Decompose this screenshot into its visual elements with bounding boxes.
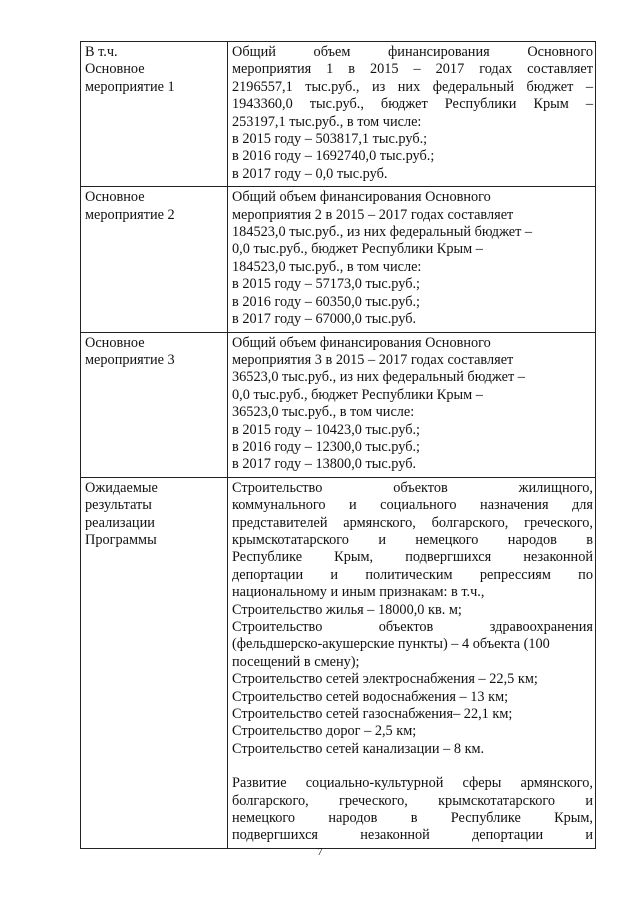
results-line: коммунального и социального назначения для: [232, 497, 593, 514]
results-label-line: Программы: [85, 531, 157, 548]
results-line: Строительство объектов жилищного,: [232, 479, 593, 496]
results-line: Строительство жилья – 18000,0 кв. м;: [232, 601, 462, 618]
results-line: (фельдшерско-акушерские пункты) – 4 объекта (100: [232, 636, 550, 653]
program-table-body: [81, 42, 596, 849]
results-line: депортации и политическим репрессиям по: [232, 566, 593, 583]
table-row: [81, 187, 596, 332]
results-line: немецкого народов в Республике Крым,: [232, 810, 593, 827]
row-value-line: в 2016 году – 12300,0 тыс.руб.;: [232, 438, 421, 455]
results-line: представителей армянского, болгарского, греческого,: [232, 514, 593, 531]
row-value-line: мероприятия 1 в 2015 – 2017 годах составляет: [232, 61, 593, 78]
row-value-cell: [228, 187, 596, 332]
row-value-cell: [228, 42, 596, 187]
row-value-line: 184523,0 тыс.руб., в том числе:: [232, 258, 422, 275]
results-line: Строительство сетей электроснабжения – 22,5 км;: [232, 671, 538, 688]
row-value-line: в 2015 году – 10423,0 тыс.руб.;: [232, 421, 421, 438]
row-value-line: 36523,0 тыс.руб., в том числе:: [232, 404, 415, 421]
row-label-line: мероприятие 2: [85, 206, 175, 223]
program-table: [80, 41, 596, 849]
paragraph-gap: [232, 758, 593, 775]
row-value-line: в 2017 году – 0,0 тыс.руб.: [232, 165, 388, 182]
results-line: крымскотатарского и немецкого народов в: [232, 531, 593, 548]
table-row: [81, 477, 596, 848]
row-value-cell: [228, 332, 596, 477]
row-label-cell: [81, 42, 228, 187]
results-line: Развитие социально-культурной сферы армянского,: [232, 775, 593, 792]
row-value-line: в 2015 году – 57173,0 тыс.руб.;: [232, 276, 421, 293]
row-label-cell: [81, 332, 228, 477]
row-value-line: 253197,1 тыс.руб., в том числе:: [232, 113, 422, 130]
row-label-line: мероприятие 3: [85, 351, 175, 368]
results-line: Строительство сетей водоснабжения – 13 км;: [232, 688, 509, 705]
results-line: Республике Крым, подвергшихся незаконной: [232, 549, 593, 566]
row-label-line: Основное: [85, 334, 145, 351]
row-label-cell: [81, 187, 228, 332]
results-line: Строительство сетей газоснабжения– 22,1 км;: [232, 706, 513, 723]
row-value-line: в 2016 году – 1692740,0 тыс.руб.;: [232, 148, 435, 165]
row-value-line: Общий объем финансирования Основного: [232, 334, 491, 351]
row-value-line: 0,0 тыс.руб., бюджет Республики Крым –: [232, 241, 483, 258]
results-label-cell: [81, 477, 228, 848]
results-line: Строительство объектов здравоохранения: [232, 619, 593, 635]
results-label-line: Ожидаемые: [85, 479, 158, 496]
row-label-line: мероприятие 1: [85, 78, 175, 95]
results-line: болгарского, греческого, крымскотатарского и: [232, 792, 593, 809]
row-value-line: в 2015 году – 503817,1 тыс.руб.;: [232, 131, 428, 148]
results-line: подвергшихся незаконной депортации и: [232, 827, 593, 844]
row-value-line: в 2017 году – 67000,0 тыс.руб.: [232, 311, 417, 328]
results-line: посещений в смену);: [232, 653, 360, 670]
results-line: национальному и иным признакам: в т.ч.,: [232, 584, 485, 601]
row-value-line: мероприятия 3 в 2015 – 2017 годах составляет: [232, 351, 514, 368]
row-label-line: Основное: [85, 61, 145, 78]
row-value-line: 0,0 тыс.руб., бюджет Республики Крым –: [232, 386, 483, 403]
row-value-line: 1943360,0 тыс.руб., бюджет Республики Крым –: [232, 96, 593, 113]
row-value-line: Общий объем финансирования Основного: [232, 44, 593, 60]
table-row: [81, 332, 596, 477]
results-line: Строительство сетей канализации – 8 км.: [232, 740, 485, 757]
row-value-line: Общий объем финансирования Основного: [232, 189, 491, 206]
row-value-line: в 2017 году – 13800,0 тыс.руб.: [232, 456, 417, 473]
results-value-cell: [228, 477, 596, 848]
row-label-line: Основное: [85, 189, 145, 206]
row-value-line: в 2016 году – 60350,0 тыс.руб.;: [232, 293, 421, 310]
results-label-line: реализации: [85, 514, 155, 531]
table-row: [81, 42, 596, 187]
page-number: 7: [317, 846, 323, 858]
row-label-line: В т.ч.: [85, 44, 118, 60]
row-value-line: 36523,0 тыс.руб., из них федеральный бюджет –: [232, 369, 525, 386]
results-line: Строительство дорог – 2,5 км;: [232, 723, 417, 740]
row-value-line: 2196557,1 тыс.руб., из них федеральный бюджет –: [232, 78, 593, 95]
results-label-line: результаты: [85, 497, 152, 514]
row-value-line: 184523,0 тыс.руб., из них федеральный бюджет –: [232, 224, 533, 241]
row-value-line: мероприятия 2 в 2015 – 2017 годах составляет: [232, 206, 514, 223]
